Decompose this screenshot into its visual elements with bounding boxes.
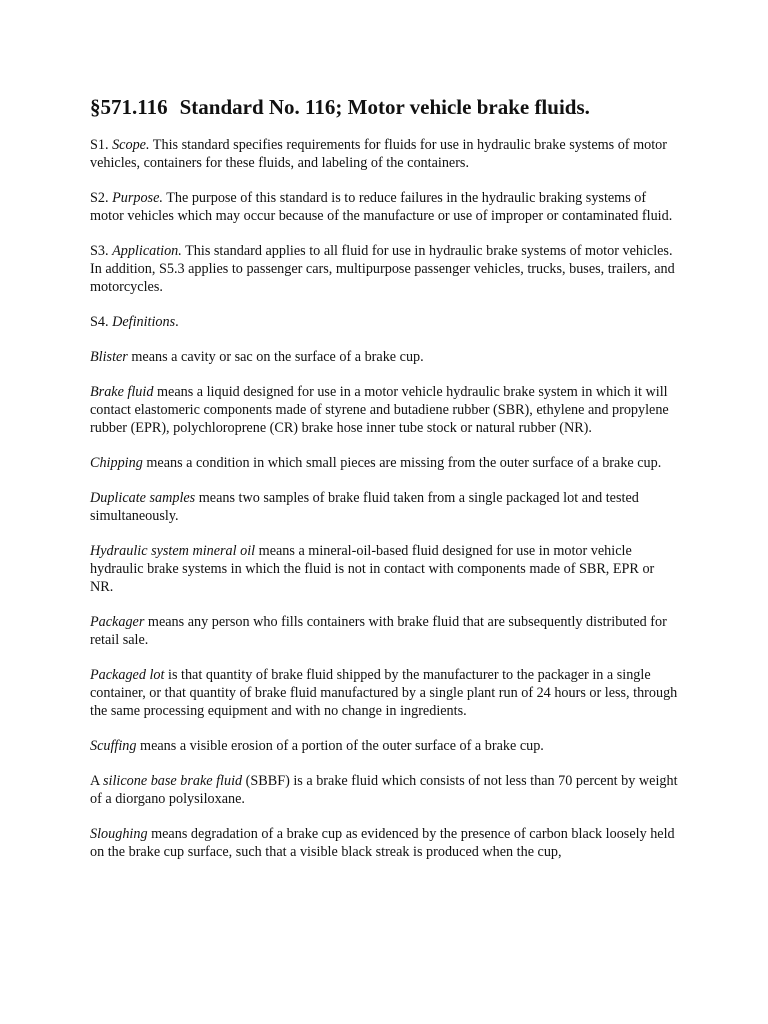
definition-duplicate-samples [90, 489, 680, 525]
paragraph-text: means a cavity or sac on the surface of a brake cup. [127, 349, 424, 365]
paragraph-prefix: A [90, 773, 104, 789]
defined-term: Application. [112, 243, 182, 259]
paragraph-text: means any person who fills containers with brake fluid that are subsequently distributed for retail sale. [90, 614, 667, 648]
paragraph-prefix: S4. [90, 314, 113, 330]
definition-scuffing [90, 737, 680, 755]
defined-term: silicone base brake fluid [103, 773, 243, 789]
defined-term: Definitions [112, 314, 176, 330]
paragraph-text: means a visible erosion of a portion of the outer surface of a brake cup. [136, 738, 544, 754]
definition-packaged-lot [90, 666, 680, 720]
paragraph-text: means a mineral-oil-based fluid designed for use in motor vehicle hydraulic brake systems in which the fluid is not in contact with components made of SBR, EPR or NR. [90, 543, 655, 595]
defined-term: Packager [90, 614, 145, 630]
paragraph-text: means two samples of brake fluid taken from a single packaged lot and tested simultaneously. [90, 490, 639, 524]
defined-term: Packaged lot [90, 667, 165, 683]
paragraph-text: . [175, 314, 179, 330]
defined-term: Brake fluid [90, 384, 154, 400]
paragraph-text: is that quantity of brake fluid shipped by the manufacturer to the packager in a single container, or that quantity of brake fluid manufactured by a single plant run of 24 hours or less, through the same processing equipment and with no change in ingredients. [90, 667, 678, 719]
defined-term: Chipping [90, 455, 143, 471]
definition-brake-fluid [90, 383, 680, 437]
paragraph-prefix: S1. [90, 137, 113, 153]
document-page [90, 94, 680, 878]
paragraph-text: This standard specifies requirements for fluids for use in hydraulic brake systems of motor vehicles, containers for these fluids, and labeling of the containers. [90, 137, 667, 171]
paragraph-application [90, 242, 680, 296]
paragraph-scope [90, 136, 680, 172]
paragraph-definitions [90, 313, 680, 331]
paragraph-purpose [90, 189, 680, 225]
defined-term: Scuffing [90, 738, 137, 754]
definition-hydraulic-system-mineral-oil [90, 542, 680, 596]
paragraph-text: means a liquid designed for use in a motor vehicle hydraulic brake system in which it will contact elastomeric components made of styrene and butadiene rubber (SBR), ethylene and propylene rubber (EPR), polychloroprene (CR) brake hose inner tube stock or natural rubber (NR). [90, 384, 669, 436]
defined-term: Duplicate samples [90, 490, 196, 506]
definition-chipping [90, 454, 680, 472]
definition-packager [90, 613, 680, 649]
paragraph-prefix: S2. [90, 190, 113, 206]
paragraph-text: means degradation of a brake cup as evidenced by the presence of carbon black loosely held on the brake cup surface, such that a visible black streak is produced when the cup, [90, 826, 675, 860]
defined-term: Purpose. [112, 190, 163, 206]
paragraph-text: means a condition in which small pieces are missing from the outer surface of a brake cup. [142, 455, 662, 471]
paragraph-text: The purpose of this standard is to reduce failures in the hydraulic braking systems of motor vehicles which may occur because of the manufacture or use of improper or contaminated fluid. [90, 190, 673, 224]
defined-term: Sloughing [90, 826, 148, 842]
definition-blister [90, 348, 680, 366]
defined-term: Scope. [112, 137, 150, 153]
paragraph-text: (SBBF) is a brake fluid which consists of not less than 70 percent by weight of a diorgano polysiloxane. [90, 773, 678, 807]
paragraph-prefix: S3. [90, 243, 113, 259]
defined-term: Blister [90, 349, 128, 365]
defined-term: Hydraulic system mineral oil [90, 543, 256, 559]
standard-title: Standard No. 116; Motor vehicle brake fluids. [179, 95, 590, 119]
definition-sloughing [90, 825, 680, 861]
definition-silicone-base-brake-fluid [90, 772, 680, 808]
paragraph-text: This standard applies to all fluid for use in hydraulic brake systems of motor vehicles. In addition, S5.3 applies to passenger cars, multipurpose passenger vehicles, trucks, buses, trailers, and motorcycles. [90, 243, 675, 295]
page-title [90, 94, 680, 120]
section-number: §571.116 [90, 95, 168, 119]
